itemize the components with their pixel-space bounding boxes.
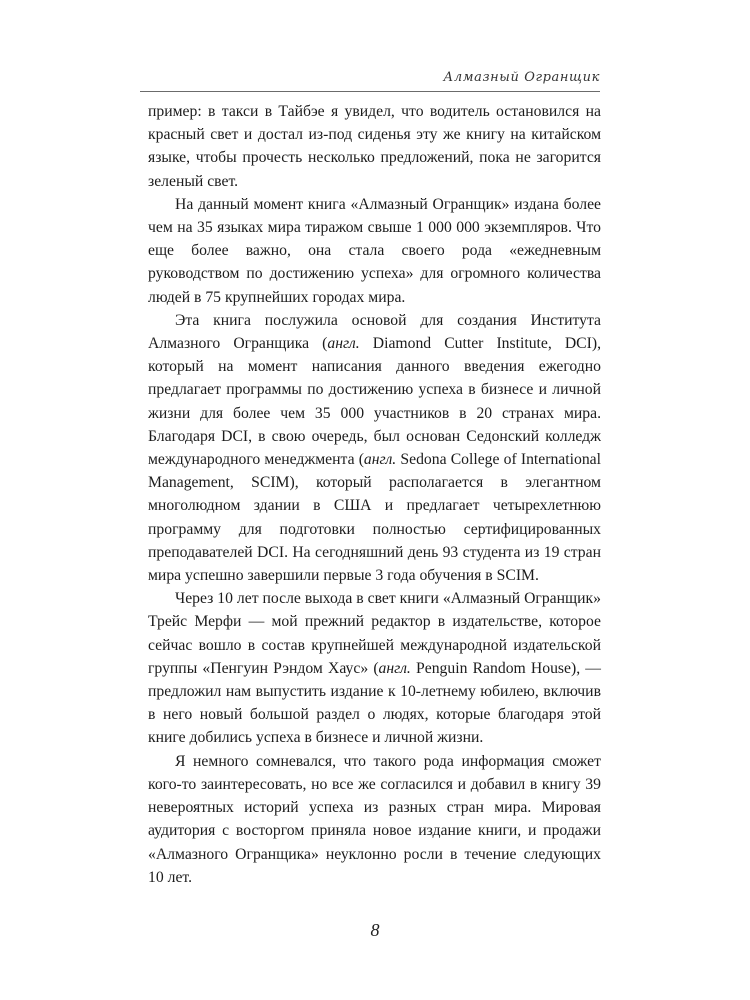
paragraph-text: Penguin Random House), — предложил нам выпустить издание к 10-летнему юбилею, включив в него новый большой раздел о людях, которые благодаря этой книге добились успеха в бизнесе и личной жизни. bbox=[148, 659, 601, 747]
paragraph-5 bbox=[148, 750, 601, 889]
paragraph-text: Sedona College of International Management, SCIM), который располагается в элегантном многолюдном здании в США и предлагает четырехлетнюю программу для подготовки полностью сертифицированных преподавателей DCI. На сегодняшний день 93 студента из 19 стран мира успешно завершили первые 3 года обучения в SCIM. bbox=[148, 451, 601, 585]
page-number: 8 bbox=[370, 920, 380, 940]
running-header-title: Алмазный Огранщик bbox=[443, 70, 600, 85]
abbreviation-english: англ. bbox=[363, 451, 397, 469]
paragraph-text: На данный момент книга «Алмазный Огранщик» издана более чем на 35 языках мира тиражом свыше 1 000 000 экземпляров. Что еще более важно, она стала своего рода «ежедневным руководством по достижению успеха» для огромного количества людей в 75 крупнейших городах мира. bbox=[148, 195, 601, 306]
paragraph-3 bbox=[148, 309, 601, 587]
paragraph-text: Эта книга послужила основой для создания Института Алмазного Огранщика ( bbox=[148, 311, 601, 353]
abbreviation-english: англ. bbox=[378, 659, 411, 677]
paragraph-4 bbox=[148, 587, 601, 749]
paragraph-text: пример: в такси в Тайбэе я увидел, что водитель остановился на красный свет и достал из-под сиденья эту же книгу на китайском языке, чтобы прочесть несколько предложений, пока не загорится зеленый свет. bbox=[148, 103, 601, 190]
paragraph-text: Через 10 лет после выхода в свет книги «Алмазный Огранщик» Трейс Мерфи — мой прежний редактор в издательстве, которое сейчас вошло в состав крупнейшей международной издательской группы «Пенгуин Рэндом Хаус» ( bbox=[148, 590, 601, 677]
abbreviation-english: англ. bbox=[327, 335, 360, 353]
paragraph-text: Diamond Cutter Institute, DCI), который на момент написания данного введения ежегодно предлагает программы по достижению успеха в бизнесе и личной жизни для более чем 35 000 участников в 20 странах мира. Благодаря DCI, в свою очередь, был основан Седонский колледж международного менеджмента ( bbox=[148, 335, 602, 469]
body-text bbox=[148, 100, 601, 889]
paragraph-1 bbox=[148, 100, 601, 193]
paragraph-2 bbox=[148, 193, 601, 309]
paragraph-text: Я немного сомневался, что такого рода информация сможет кого-то заинтересовать, но все же согласился и добавил в книгу 39 невероятных историй успеха из разных стран мира. Мировая аудитория с восторгом приняла новое издание книги, и продажи «Алмазного Огранщика» неуклонно росли в течение следующих 10 лет. bbox=[148, 752, 601, 886]
header-rule bbox=[140, 91, 600, 92]
